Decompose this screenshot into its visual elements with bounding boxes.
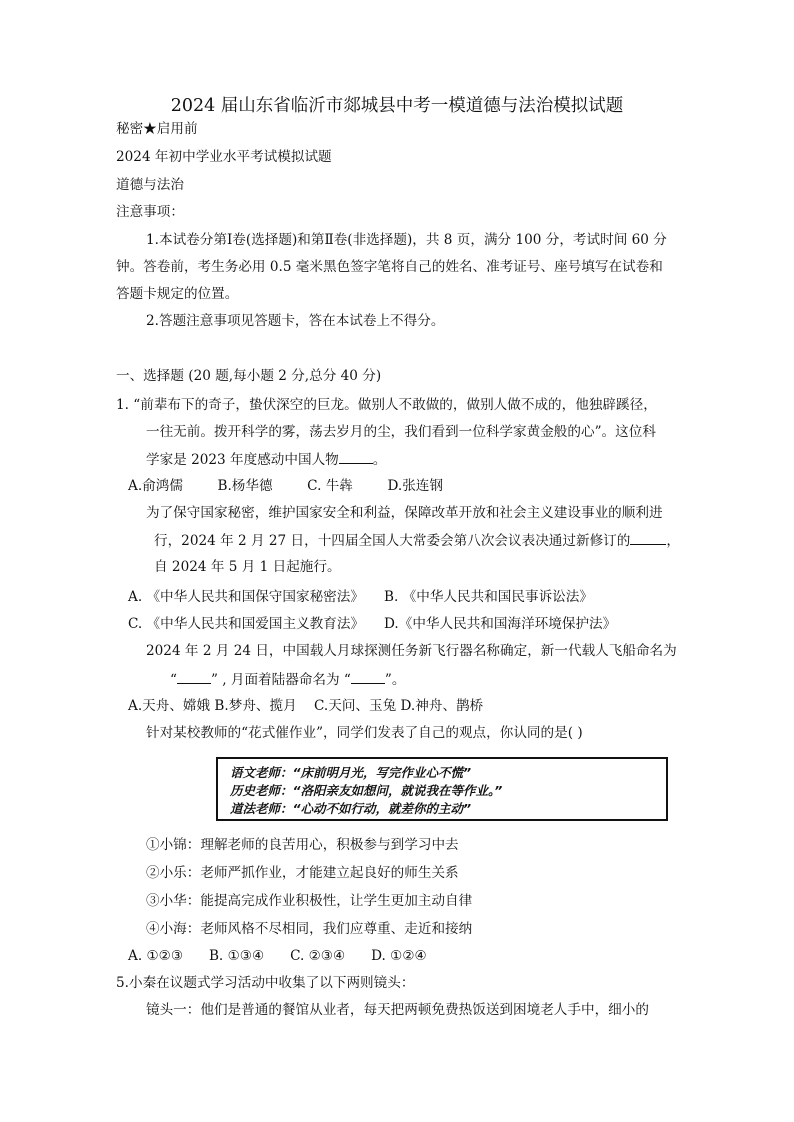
q4-statement-2: ②小乐：老师严抓作业，才能建立起良好的师生关系 (146, 865, 459, 881)
subject: 道德与法治 (116, 177, 184, 193)
q1-options: A.俞鸿儒 B.杨华德 C. 牛犇 D.张连钢 (128, 478, 443, 494)
secret-label: 秘密★启用前 (116, 121, 198, 137)
q2-line-2 (154, 531, 680, 550)
quote-morality-teacher: 道法老师：“心动不如行动，就差你的主动” (230, 801, 472, 816)
q2-option-a: A. 《中华人民共和国保守国家秘密法》 (128, 589, 364, 605)
teacher-quotes-box (216, 757, 668, 821)
note-1-line-2: 钟。答卷前，考生务必用 0.5 毫米黑色签字笔将自己的姓名、准考证号、座号填写在试卷和 (116, 259, 663, 275)
q3-open-quote: “ (170, 672, 177, 688)
q2-line-2-end: ， (666, 533, 680, 549)
q4-stem: 针对某校教师的“花式催作业”，同学们发表了自己的观点，你认同的是( ) (146, 725, 583, 741)
q1-line-3 (146, 450, 386, 469)
quote-history-teacher: 历史老师：“洛阳亲友如想问，就说我在等作业。” (230, 783, 503, 798)
note-2: 2.答题注意事项见答题卡，答在本试卷上不得分。 (146, 313, 445, 329)
q2-option-d: D.《中华人民共和国海洋环境保护法》 (384, 616, 617, 632)
note-1-line-3: 答题卡规定的位置。 (116, 286, 239, 302)
q1-line-3-end: 。 (372, 452, 387, 468)
section-heading: 一、选择题 (20 题,每小题 2 分,总分 40 分) (116, 368, 382, 384)
q3-line-2 (170, 670, 405, 689)
q5-line-1: 镜头一：他们是普通的餐馆从业者，每天把两顿免费热饭送到困境老人手中，细小的 (146, 1002, 649, 1018)
quote-chinese-teacher: 语文老师：“床前明月光，写完作业心不慌” (230, 765, 472, 780)
answer-blank (630, 531, 666, 545)
q4-options: A. ①②③ B. ①③④ C. ②③④ D. ①②④ (128, 948, 427, 964)
q3-close-quote: ”。 (384, 672, 406, 688)
q4-statement-1: ①小锦：理解老师的良苦用心，积极参与到学习中去 (146, 837, 459, 853)
answer-blank (339, 450, 373, 464)
exam-name: 2024 年初中学业水平考试模拟试题 (116, 149, 332, 165)
q2-line-3: 自 2024 年 5 月 1 日起施行。 (154, 559, 341, 575)
q5-stem: 5.小秦在议题式学习活动中收集了以下两则镜头： (116, 975, 415, 991)
q1-line-1: 1. “前辈布下的奇子，蛰伏深空的巨龙。做别人不敢做的，做别人做不成的，他独辟蹊径， (116, 397, 657, 413)
q1-line-3-text: 学家是 2023 年度感动中国人物 (146, 452, 339, 468)
q2-line-1: 为了保守国家秘密，维护国家安全和利益，保障改革开放和社会主义建设事业的顺利进 (146, 505, 663, 521)
q1-line-2: 一往无前。拨开科学的雾，荡去岁月的尘，我们看到一位科学家黄金般的心”。这位科 (146, 424, 656, 440)
q4-statement-3: ③小华：能提高完成作业积极性，让学生更加主动自律 (146, 893, 473, 909)
q4-statement-4: ④小海：老师风格不尽相同，我们应尊重、走近和接纳 (146, 921, 473, 937)
page-title: 2024 届山东省临沂市郯城县中考一模道德与法治模拟试题 (170, 96, 624, 116)
q2-option-b: B. 《中华人民共和国民事诉讼法》 (384, 589, 593, 605)
notes-label: 注意事项： (116, 204, 184, 220)
note-1-line-1: 1.本试卷分第Ⅰ卷(选择题)和第Ⅱ卷(非选择题)，共 8 页，满分 100 分，考试时间 60 分 (146, 232, 667, 248)
q2-line-2-text: 行，2024 年 2 月 27 日，十四届全国人大常委会第八次会议表决通过新修订的 (154, 533, 631, 549)
q2-option-c: C. 《中华人民共和国爱国主义教育法》 (128, 616, 365, 632)
answer-blank (351, 670, 385, 684)
q3-options: A.天舟、嫦娥 B.梦舟、揽月 C.天问、玉兔 D.神舟、鹊桥 (128, 698, 484, 714)
q3-line-1: 2024 年 2 月 24 日，中国载人月球探测任务新飞行器名称确定，新一代载人飞船命名为 (146, 643, 677, 659)
q3-line-2-mid: ” , 月面着陆器命名为 “ (210, 672, 351, 688)
answer-blank (177, 670, 211, 684)
